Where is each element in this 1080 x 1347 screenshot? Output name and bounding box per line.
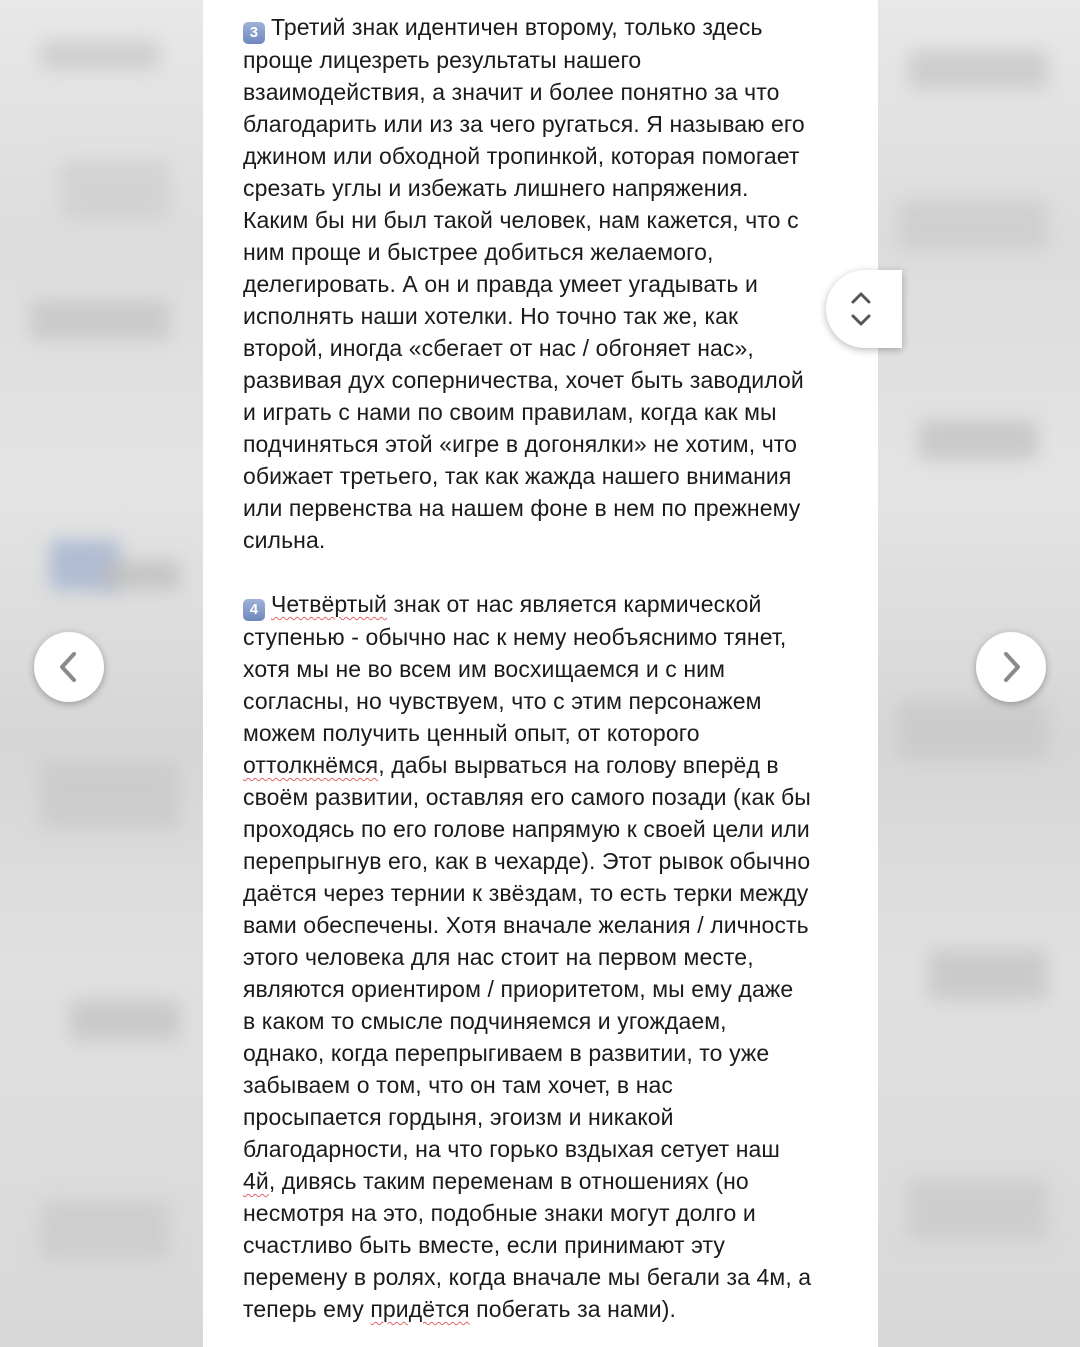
paragraph-4-text: несмотря на это, подобные знаки могут долго и счастливо быть вместе, если принимают эту перемену в ролях, когда вначале мы бегали за 4м, а — [243, 1200, 812, 1290]
spellcheck-word: 4й — [243, 1168, 269, 1194]
spellcheck-word: придётся — [370, 1296, 470, 1322]
paragraph-4-text: знак от нас является кармической — [387, 591, 762, 617]
paragraph-4-text: , дабы вырваться на голову вперёд в — [378, 752, 779, 778]
previous-slide-button[interactable] — [34, 632, 104, 702]
scroll-button[interactable] — [826, 270, 902, 348]
spellcheck-word: Четвёртый — [271, 591, 388, 617]
chevron-up-down-icon — [846, 288, 876, 330]
chevron-left-icon — [56, 650, 82, 684]
number-4-badge-icon: 4 — [243, 599, 265, 621]
paragraph-3-text: Третий знак идентичен второму, только здесь проще лицезреть результаты нашего взаимодействия, а значит и более понятно за что благодарить или из за чего ругаться. Я называю его джином или обходной тропинкой, которая помогает срезать углы и избежать лишнего напряжения. Каким бы ни был такой человек, нам кажется, что с ним проще и быстрее добиться желаемого, делегировать. А он и правда умеет угадывать и исполнять наши хотелки. Но точно так же, как второй, иногда «сбегает от нас / обгоняет нас», развивая дух соперничества, хочет быть заводилой и играть с нами по своим правилам, когда как мы подчиняться этой «игре в догонялки» не хотим, что обижает третьего, так как жажда нашего внимания или первенства на нашем фоне в нем по прежнему сильна. — [243, 14, 805, 553]
paragraph-4-text: теперь ему — [243, 1296, 371, 1322]
article-text — [243, 11, 843, 1325]
article-page — [203, 0, 878, 1347]
number-3-badge-icon: 3 — [243, 22, 265, 44]
spellcheck-word: оттолкнёмся — [243, 752, 379, 778]
paragraph-4-text: побегать за нами). — [469, 1296, 676, 1322]
paragraph-4-text: ступенью - обычно нас к нему необъяснимо тянет, хотя мы не во всем им восхищаемся и с ним согласны, но чувствуем, что с этим персонажем можем получить ценный опыт, от которого — [243, 624, 787, 746]
paragraph-spacer — [243, 556, 843, 588]
paragraph-4-text: своём развитии, оставляя его самого позади (как бы проходясь по его голове напрямую к своей цели или перепрыгнув его, как в чехарде). Этот рывок обычно даётся через тернии к звёздам, то есть терки между вами обеспечены. Хотя вначале желания / личность этого человека для нас стоит на первом месте, являются ориентиром / приоритетом, мы ему даже в каком то смысле подчиняемся и угождаем, однако, когда перепрыгиваем в развитии, то уже забываем о том, что он там хочет, в нас просыпается гордыня, эгоизм и никакой благодарности, на что горько вздыхая сетует наш — [243, 784, 811, 1162]
paragraph-3 — [243, 11, 843, 556]
next-slide-button[interactable] — [976, 632, 1046, 702]
paragraph-4 — [243, 588, 843, 1325]
chevron-right-icon — [998, 650, 1024, 684]
paragraph-4-text: , дивясь таким переменам в отношениях (но — [268, 1168, 749, 1194]
